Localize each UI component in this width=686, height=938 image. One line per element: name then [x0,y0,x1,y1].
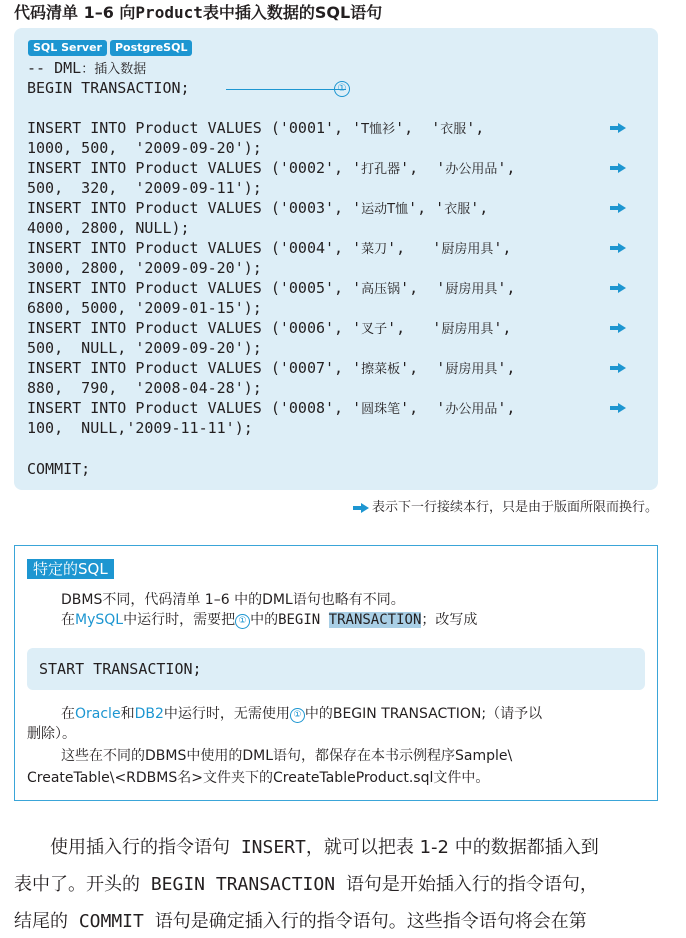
insert-values-line: 100, NULL,'2009-11-11'); [27,419,253,437]
insert-part: INSERT INTO Product VALUES ('0006', ' [27,319,362,337]
body-l1-code: INSERT [230,837,306,858]
insert-part: INSERT INTO Product VALUES ('0005', ' [27,279,362,297]
body-l2-code: BEGIN TRANSACTION [140,874,346,895]
continuation-arrow-icon [353,503,369,513]
p3-b: 中运行时，无需使用 [163,706,290,722]
insert-part: ', ' [400,279,446,297]
code-comment [27,58,146,80]
insert-part: 运动T恤 [361,202,409,217]
line-continuation-arrow-icon [610,203,626,213]
insert-line [27,158,515,180]
insert-part: 厨房用具 [445,362,498,377]
insert-part: 圆珠笔 [361,402,401,417]
line-continuation-arrow-icon [610,363,626,373]
insert-part: INSERT INTO Product VALUES ('0004', ' [27,239,362,257]
insert-values-line: 6800, 5000, '2009-01-15'); [27,299,262,317]
insert-values-line: 500, NULL, '2009-09-20'); [27,339,262,357]
p3-and: 和 [120,706,135,722]
insert-part: 打孔器 [361,162,401,177]
insert-part: INSERT INTO Product VALUES ('0002', ' [27,159,362,177]
line-continuation-arrow-icon [610,323,626,333]
sidebar-paragraph-1: DBMS不同，代码清单 1–6 中的DML语句也略有不同。 [61,592,405,608]
insert-line [27,198,488,220]
listing-caption [14,2,382,24]
insert-values-line: 3000, 2800, '2009-09-20'); [27,259,262,277]
body-line-2 [14,873,598,897]
code-listing [14,28,658,490]
insert-part: 叉子 [361,322,388,337]
insert-values-line: 4000, 2800, NULL); [27,219,190,237]
insert-line [27,118,484,140]
insert-part: 擦菜板 [361,362,401,377]
highlighted-transaction: TRANSACTION [328,612,422,628]
insert-part: ', ' [400,359,446,377]
mysql-code: START TRANSACTION; [39,660,202,678]
line-continuation-arrow-icon [610,123,626,133]
insert-part: 菜刀 [361,242,388,257]
insert-part: ', ' [387,239,442,257]
insert-part: ', ' [408,199,445,217]
insert-part: ', [466,119,485,137]
mysql-label: MySQL [75,612,124,628]
line-continuation-arrow-icon [610,403,626,413]
insert-part: 厨房用具 [441,322,494,337]
insert-values-line: 880, 790, '2008-04-28'); [27,379,262,397]
code-begin: BEGIN TRANSACTION; [27,79,190,97]
line-continuation-arrow-icon [610,243,626,253]
body-l3-b: 语句是确定插入行的指令语句。这些指令语句将会在第 [154,911,587,932]
insert-part: ', [493,239,512,257]
insert-part: ', ' [387,319,442,337]
begin-marker-line [226,89,346,90]
insert-part: ', [497,159,516,177]
sidebar-paragraph-4: 这些在不同的DBMS中使用的DML语句，都保存在本书示例程序Sample\ [61,748,513,764]
dbms-badges [28,40,192,56]
mysql-code-box [27,648,645,690]
insert-part: 高压锅 [361,282,401,297]
insert-part: ', ' [400,399,446,417]
insert-part: INSERT INTO Product VALUES ('0001', ' [27,119,362,137]
insert-part: 办公用品 [445,162,498,177]
comment-prefix: -- DML [27,59,82,77]
sidebar-paragraph-3-cont: 删除）。 [27,726,76,742]
circled-number-1: ① [334,81,350,97]
insert-part: INSERT INTO Product VALUES ('0003', ' [27,199,362,217]
line-continuation-arrow-icon [610,283,626,293]
code-commit: COMMIT; [27,460,91,478]
db2-label: DB2 [134,706,164,722]
body-line-1 [50,836,599,860]
caption-code-word: Product [135,3,203,22]
insert-part: ', [470,199,489,217]
insert-part: T恤衫 [361,122,396,137]
p2-a: 在 [61,612,75,628]
insert-part: ', [493,319,512,337]
insert-part: 办公用品 [445,402,498,417]
comment-suffix: ：插入数据 [81,62,147,77]
p3-c: 中的BEGIN TRANSACTION;（请予以 [304,706,543,722]
body-l1-b: ，就可以把表 1-2 中的数据都插入到 [305,837,599,858]
special-sql-box [14,545,658,801]
badge-postgresql: PostgreSQL [110,40,192,56]
insert-line [27,238,511,260]
insert-values-line: 500, 320, '2009-09-11'); [27,179,262,197]
oracle-label: Oracle [75,706,121,722]
insert-values-line: 1000, 500, '2009-09-20'); [27,139,262,157]
body-l1-a: 使用插入行的指令语句 [50,837,230,858]
insert-part: ', ' [400,159,446,177]
insert-part: 厨房用具 [445,282,498,297]
continuation-note [353,499,658,517]
sidebar-title: 特定的SQL [27,559,114,579]
insert-line [27,318,511,340]
insert-line [27,398,515,420]
badge-sql-server: SQL Server [28,40,107,56]
body-l2-b: 语句是开始插入行的指令语句， [345,874,598,895]
line-continuation-arrow-icon [610,163,626,173]
sidebar-paragraph-2 [61,610,477,630]
circled-number-1-ref-2: ① [290,708,305,723]
body-l2-a: 表中了。开头的 [14,874,140,895]
sidebar-paragraph-3 [61,704,542,724]
insert-part: 厨房用具 [441,242,494,257]
insert-part: 衣服 [444,202,471,217]
insert-part: ', [497,359,516,377]
insert-line [27,358,515,380]
body-line-3 [14,910,587,934]
insert-part: ', [497,399,516,417]
note-text: 表示下一行接续本行，只是由于版面所限而换行。 [371,500,658,515]
p2-c: 中的BEGIN [250,612,329,628]
insert-part: ', [497,279,516,297]
insert-part: INSERT INTO Product VALUES ('0008', ' [27,399,362,417]
insert-part: 衣服 [440,122,467,137]
p2-b: 中运行时，需要把 [123,612,236,628]
caption-prefix: 代码清单 1–6 向 [14,3,136,22]
insert-part: INSERT INTO Product VALUES ('0007', ' [27,359,362,377]
insert-line [27,278,515,300]
body-l3-a: 结尾的 [14,911,68,932]
p3-a: 在 [61,706,75,722]
p2-d: ；改写成 [421,612,478,628]
insert-part: ', ' [395,119,441,137]
sidebar-paragraph-4-cont: CreateTable\<RDBMS名>文件夹下的CreateTableProduct.sql文件中。 [27,770,490,786]
caption-suffix: 表中插入数据的SQL语句 [202,3,383,22]
body-l3-code: COMMIT [68,911,155,932]
circled-number-1-ref: ① [235,614,250,629]
